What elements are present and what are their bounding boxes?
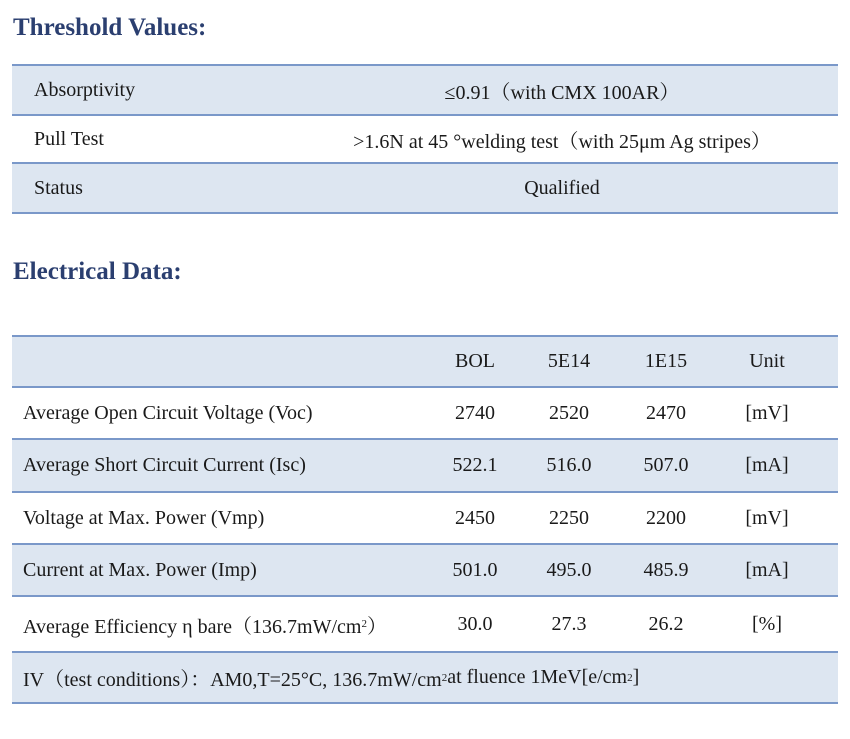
1e15-value: 507.0 [643, 454, 689, 476]
table-rule [12, 702, 838, 704]
unit-value: [mA] [745, 454, 789, 476]
test-conditions-note: IV（test conditions）：AM0,T=25°C, 136.7mW/cm 2 at fluence 1MeV[e/cm 2 ] [23, 653, 639, 702]
5e14-value: 27.3 [551, 612, 587, 635]
row-value: ≤0.91（with CMX 100AR） [444, 81, 680, 104]
table-row [12, 493, 838, 543]
1e15-value: 485.9 [643, 558, 689, 581]
row-label: Average Open Circuit Voltage (Voc) [23, 401, 313, 424]
bol-value: 501.0 [452, 558, 498, 581]
threshold-values-heading: Threshold Values: [13, 14, 207, 41]
bol-value: 2740 [455, 401, 495, 424]
unit-value: [mV] [745, 401, 789, 424]
label-text: ） [366, 615, 387, 638]
unit-value: [%] [752, 612, 782, 635]
table-row [12, 116, 838, 162]
table-rule [12, 212, 838, 214]
row-label: Status [34, 176, 83, 199]
column-header-bol: BOL [455, 350, 495, 372]
row-label: Average Efficiency η bare（136.7mW/cm 2 ） [23, 597, 387, 651]
test-conditions-row [12, 653, 838, 702]
label-text: Average Efficiency η bare（136.7mW/cm [23, 615, 362, 638]
note-text: ] [632, 666, 640, 688]
5e14-value: 495.0 [546, 558, 592, 581]
unit-value: [mA] [745, 558, 789, 581]
5e14-value: 516.0 [546, 454, 592, 476]
row-label: Average Short Circuit Current (Isc) [23, 454, 306, 476]
table-row [12, 66, 838, 114]
table-row [12, 545, 838, 595]
5e14-value: 2520 [549, 401, 589, 424]
note-text: at fluence 1MeV[e/cm [447, 666, 628, 688]
column-header-1e15: 1E15 [644, 350, 688, 372]
row-label: Current at Max. Power (Imp) [23, 558, 257, 581]
table-header-row [12, 337, 838, 386]
1e15-value: 26.2 [648, 612, 684, 635]
electrical-data-heading: Electrical Data: [13, 258, 182, 285]
row-value: >1.6N at 45 °welding test（with 25μm Ag stripes） [353, 130, 771, 153]
bol-value: 2450 [455, 506, 495, 529]
1e15-value: 2200 [646, 506, 686, 529]
table-row [12, 440, 838, 491]
5e14-value: 2250 [549, 506, 589, 529]
bol-value: 522.1 [452, 454, 498, 476]
column-header-unit: Unit [749, 350, 785, 372]
row-label: Pull Test [34, 127, 104, 150]
table-row [12, 164, 838, 212]
status-value: Qualified [524, 176, 600, 199]
row-label: Voltage at Max. Power (Vmp) [23, 506, 265, 529]
table-row [12, 388, 838, 438]
column-header-5e14: 5E14 [547, 350, 591, 372]
unit-value: [mV] [745, 506, 789, 529]
row-label: Absorptivity [34, 78, 136, 101]
table-row [12, 597, 838, 651]
1e15-value: 2470 [646, 401, 686, 424]
bol-value: 30.0 [457, 612, 493, 635]
note-text: IV（test conditions）：AM0,T=25°C, 136.7mW/cm [23, 669, 442, 691]
